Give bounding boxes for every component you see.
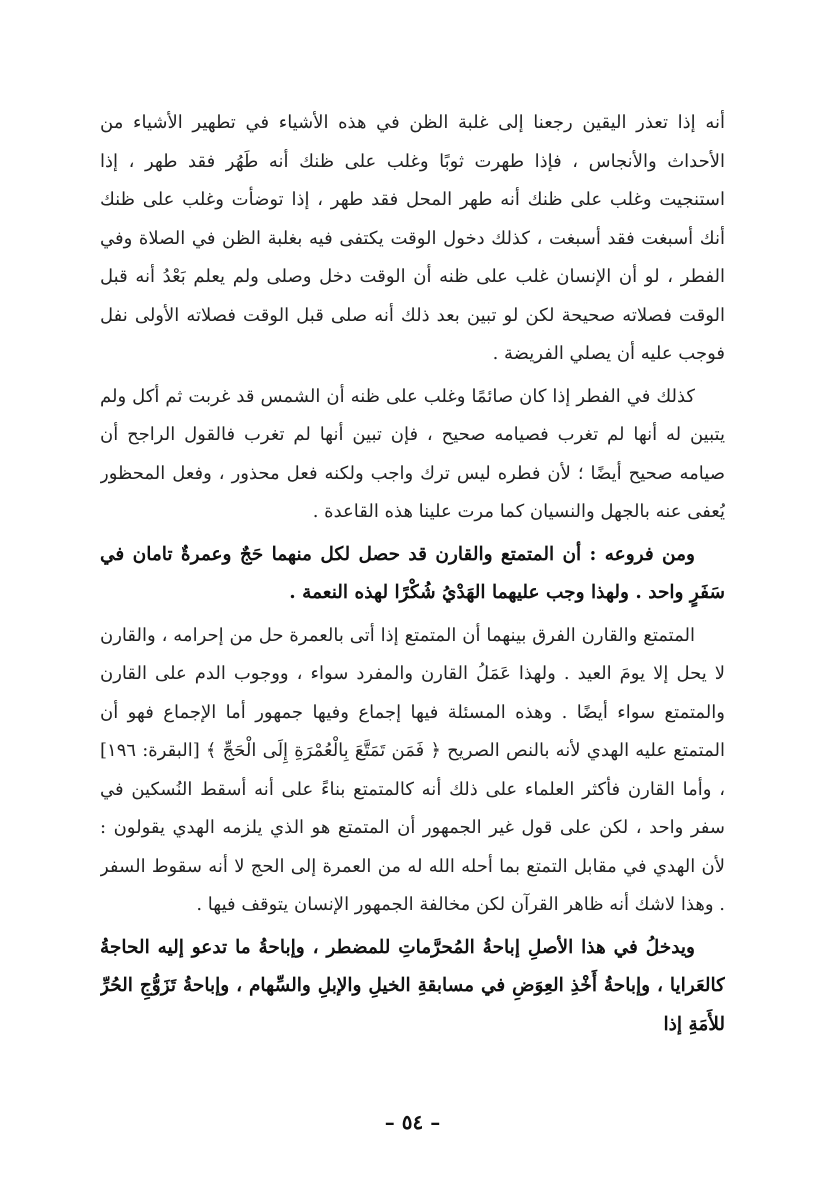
page-body (100, 104, 725, 1104)
paragraph-1: أنه إذا تعذر اليقين رجعنا إلى غلبة الظن في هذه الأشياء في تطهير الأشياء من الأحداث والأنجاس ، فإذا طهرت ثوبًا وغلب على ظنك أنه طَهُر فقد طهر ، إذا استنجيت وغلب على ظنك أنه طهر المحل فقد طهر ، إذا توضأت وغلب على ظنك أنك أسبغت فقد أسبغت ، كذلك دخول الوقت يكتفى فيه بغلبة الظن في الصلاة وفي الفطر ، لو أن الإنسان غلب على ظنه أن الوقت دخل وصلى ولم يعلم بَعْدُ أنه قبل الوقت فصلاته صحيحة لكن لو تبين بعد ذلك أنه صلى قبل الوقت فصلاته الأولى نفل فوجب عليه أن يصلي الفريضة . (100, 112, 725, 364)
paragraph-3-bold: ومن فروعه : أن المتمتع والقارن قد حصل لكل منهما حَجٌ وعمرةٌ تامان في سَفَرٍ واحد . ولهذا وجب عليهما الهَدْيُ شُكْرًا لهذه النعمة . (100, 543, 725, 603)
paragraph-4: المتمتع والقارن الفرق بينهما أن المتمتع إذا أتى بالعمرة حل من إحرامه ، والقارن لا يحل إلا يومَ العيد . ولهذا عَمَلُ القارن والمفرد سواء ، ووجوب الدم على القارن والمتمتع سواء أيضًا . وهذه المسئلة فيها إجماع وفيها جمهور أما الإجماع فهو أن المتمتع عليه الهدي لأنه بالنص الصريح ﴿ فَمَن تَمَتَّعَ بِالْعُمْرَةِ إِلَى الْحَجِّ ﴾ [البقرة: ١٩٦] ، وأما القارن فأكثر العلماء على ذلك أنه كالمتمتع بناءً على أنه أسقط النُسكين في سفر واحد ، لكن على قول غير الجمهور أن المتمتع هو الذي يلزمه الهدي يقولون : لأن الهدي في مقابل التمتع بما أحله الله له من العمرة إلى الحج لا أنه سقوط السفر . وهذا لاشك أنه ظاهر القرآن لكن مخالفة الجمهور الإنسان يتوقف فيها . (100, 624, 725, 915)
paragraph-5-bold: ويدخلُ في هذا الأصلِ إباحةُ المُحرَّماتِ للمضطر ، وإباحةُ ما تدعو إليه الحاجةُ كالعَرايا ، وإباحةُ أَخْذِ العِوَضِ في مسابقةِ الخيلِ والإبلِ والسِّهام ، وإباحةُ تَزَوُّجِ الحُرِّ للأَمَةِ إذا (100, 936, 725, 1035)
page-number: – ٥٤ – (384, 1110, 441, 1134)
paragraph-2: كذلك في الفطر إذا كان صائمًا وغلب على ظنه أن الشمس قد غربت ثم أكل ولم يتبين له أنها لم تغرب فصيامه صحيح ، فإن تبين أنها لم تغرب فالقول الراجح أن صيامه صحيح أيضًا ؛ لأن فطره ليس ترك واجب ولكنه فعل محذور ، وفعل المحظور يُعفى عنه بالجهل والنسيان كما مرت علينا هذه القاعدة . (100, 385, 725, 522)
